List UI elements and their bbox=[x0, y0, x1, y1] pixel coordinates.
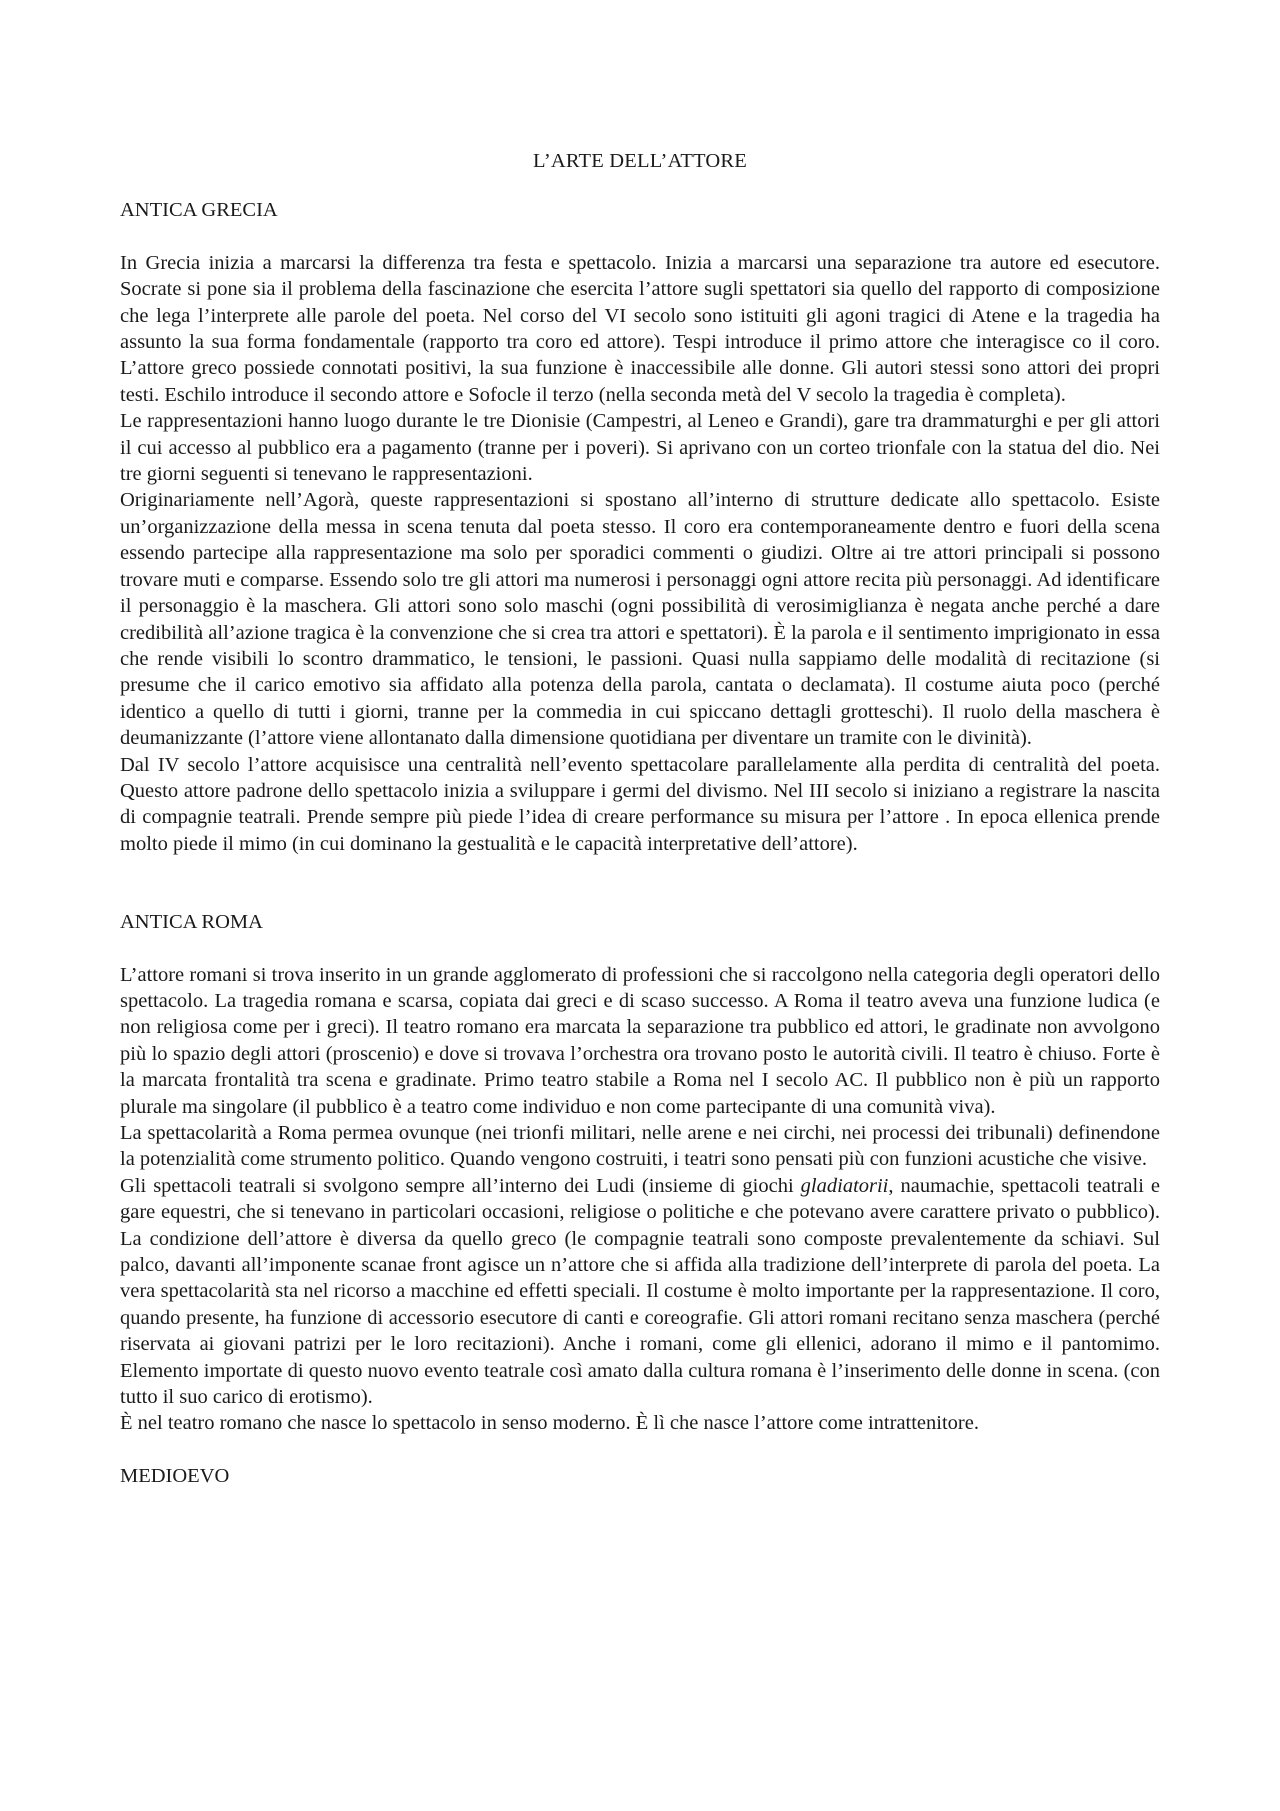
paragraph-ludi bbox=[120, 1173, 1160, 1411]
paragraph: L’attore romani si trova inserito in un grande agglomerato di professioni che si raccolgono nella categoria degli operatori dello spettacolo. La tragedia romana e scarsa, copiata dai greci e di scaso successo. A Roma il teatro aveva una funzione ludica (e non religiosa come per i greci). Il teatro romano era marcata la separazione tra pubblico ed attori, le gradinate non avvolgono più lo spazio degli attori (proscenio) e dove si trovava l’orchestra ora trovano posto le autorità civili. Il teatro è chiuso. Forte è la marcata frontalità tra scena e gradinate. Primo teatro stabile a Roma nel I secolo AC. Il pubblico non è più un rapporto plurale ma singolare (il pubblico è a teatro come individuo e non come partecipante di una comunità viva). bbox=[120, 963, 1160, 1118]
paragraph: Originariamente nell’Agorà, queste rappresentazioni si spostano all’interno di strutture dedicate allo spettacolo. Esiste un’organizzazione della messa in scena tenuta dal poeta stesso. Il coro era contemporaneamente dentro e fuori della scena essendo partecipe alla rappresentazione ma solo per sporadici commenti o giudizi. Oltre ai tre attori principali si possono trovare muti e comparse. Essendo solo tre gli attori ma numerosi i personaggi ogni attore recita più personaggi. Ad identificare il personaggio è la maschera. Gli attori sono solo maschi (ogni possibilità di verosimiglianza è negata anche perché a dare credibilità all’azione tragica è la convenzione che si crea tra attori e spettatori). È la parola e il sentimento imprigionato in essa che rende visibili lo scontro drammatico, le tensioni, le passioni. Quasi nulla sappiamo delle modalità di recitazione (si presume che il carico emotivo sia affidato alla potenza della parola, cantata o declamata). Il costume aiuta poco (perché identico a quello di tutti i giorni, tranne per la commedia in cui spiccano dettagli grotteschi). Il ruolo della maschera è deumanizzante (l’attore viene allontanato dalla dimensione quotidiana per diventare un tramite con le divinità). bbox=[120, 489, 1160, 750]
document-title: L’ARTE DELL’ATTORE bbox=[532, 150, 747, 172]
spacer bbox=[120, 936, 1160, 962]
paragraph: Le rappresentazioni hanno luogo durante le tre Dionisie (Campestri, al Leneo e Grandi), gare tra drammaturghi e per gli attori il cui accesso al pubblico era a pagamento (tranne per i poveri). Si aprivano con un corteo trionfale con la statua del dio. Nei tre giorni seguenti si tenevano le rappresentazioni. bbox=[120, 410, 1160, 486]
section-heading-antica-grecia: ANTICA GRECIA bbox=[120, 199, 278, 222]
section-heading-medioevo: MEDIOEVO bbox=[120, 1464, 230, 1487]
text-run: Gli spettacoli teatrali si svolgono sempre all’interno dei Ludi (insieme di giochi bbox=[120, 1174, 801, 1197]
section-heading-antica-roma: ANTICA ROMA bbox=[120, 911, 263, 934]
spacer bbox=[120, 1437, 1160, 1463]
spacer bbox=[120, 224, 1160, 250]
text-run: , naumachie, spettacoli teatrali e gare equestri, che si tenevano in particolari occasioni, religiose o politiche e che potevano avere carattere privato o pubblico). La condizione dell’attore è diversa da quello greco (le compagnie teatrali sono composte prevalentemente da schiavi. Sul palco, davanti all’imponente scanae front agisce un n’attore che si affida alla tradizione dell’interprete di parola del poeta. La vera spettacolarità sta nel ricorso a macchine ed effetti speciali. Il costume è molto importante per la rappresentazione. Il coro, quando presente, ha funzione di accessorio esecutore di canti e coreografie. Gli attori romani recitano senza maschera (perché riservata ai giovani patrizi per le loro recitazioni). Anche i romani, come gli ellenici, adorano il mimo e il pantomimo. Elemento importate di questo nuovo evento teatrale così amato dalla cultura romana è l’inserimento delle donne in scena. (con tutto il suo carico di erotismo). bbox=[120, 1174, 1160, 1409]
document-page bbox=[120, 148, 1160, 1489]
paragraph: È nel teatro romano che nasce lo spettacolo in senso moderno. È lì che nasce l’attore come intrattenitore. bbox=[120, 1412, 979, 1435]
paragraph: Dal IV secolo l’attore acquisisce una centralità nell’evento spettacolare parallelamente alla perdita di centralità del poeta. Questo attore padrone dello spettacolo inizia a sviluppare i germi del divismo. Nel III secolo si iniziano a registrare la nascita di compagnie teatrali. Prende sempre più piede l’idea di creare performance su misura per l’attore . In epoca ellenica prende molto piede il mimo (in cui dominano la gestualità e le capacità interpretative dell’attore). bbox=[120, 753, 1160, 855]
paragraph: In Grecia inizia a marcarsi la differenza tra festa e spettacolo. Inizia a marcarsi una separazione tra autore ed esecutore. Socrate si pone sia il problema della fascinazione che esercita l’attore sugli spettatori sia quello del rapporto di composizione che lega l’interprete alle parole del poeta. Nel corso del VI secolo sono istituiti gli agoni tragici di Atene e la tragedia ha assunto la sua forma fondamentale (rapporto tra coro ed attore). Tespi introduce il primo attore che interagisce co il coro. L’attore greco possiede connotati positivi, la sua funzione è inaccessibile alle donne. Gli autori stessi sono attori dei propri testi. Eschilo introduce il secondo attore e Sofocle il terzo (nella seconda metà del V secolo la tragedia è completa). bbox=[120, 251, 1160, 406]
paragraph: La spettacolarità a Roma permea ovunque (nei trionfi militari, nelle arene e nei circhi, nei processi dei tribunali) definendone la potenzialità come strumento politico. Quando vengono costruiti, i teatri sono pensati più con funzioni acustiche che visive. bbox=[120, 1122, 1160, 1171]
spacer bbox=[120, 857, 1160, 909]
italic-term: gladiatorii bbox=[800, 1174, 889, 1197]
